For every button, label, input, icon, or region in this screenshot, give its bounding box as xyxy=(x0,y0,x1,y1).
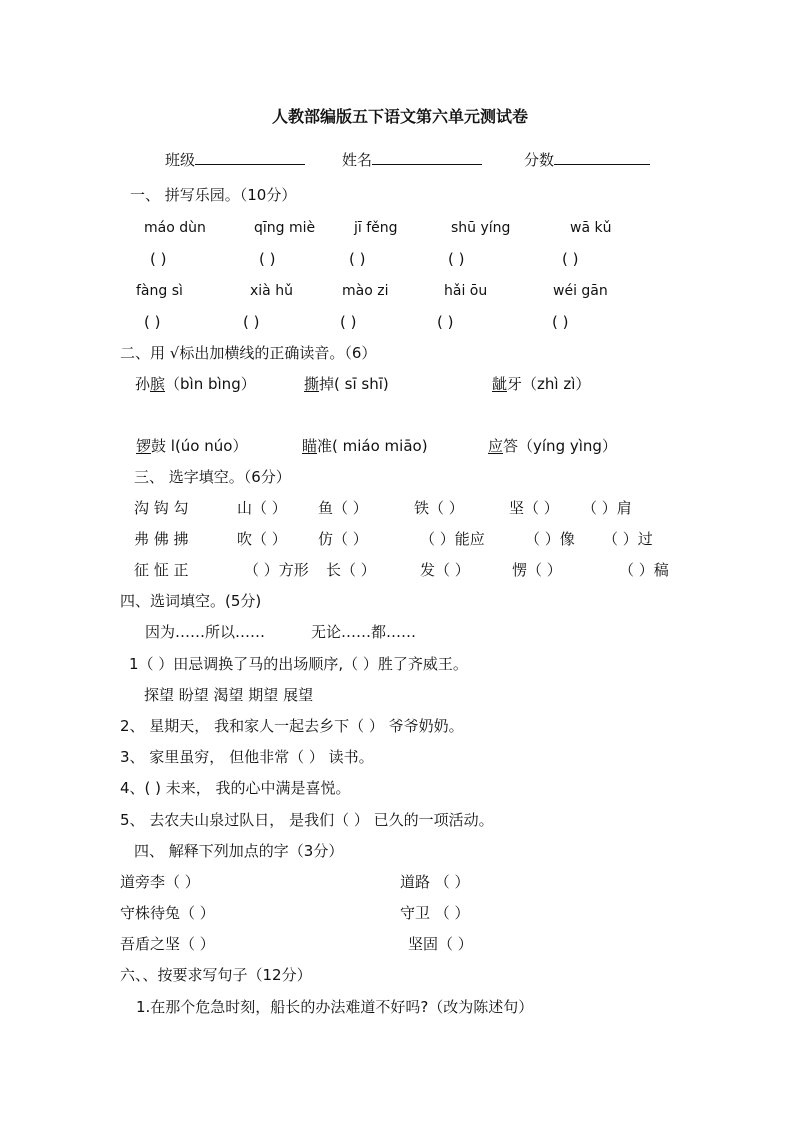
page-title: 人教部编版五下语文第六单元测试卷 xyxy=(272,107,529,126)
pinyin-item: mào zi xyxy=(342,283,389,299)
underlined-char: 龇 xyxy=(492,375,508,393)
fill-item[interactable]: （ ）方形 xyxy=(244,561,309,579)
reading-item xyxy=(136,437,247,455)
underlined-char: 锣 xyxy=(136,437,152,455)
reading-options[interactable]: （bìn bìng） xyxy=(165,375,256,393)
answer-paren[interactable]: ( ) xyxy=(144,313,161,331)
section2-heading: 二、用 √标出加横线的正确读音。（6） xyxy=(120,344,377,362)
answer-paren[interactable]: ( ) xyxy=(552,313,569,331)
fill-item[interactable]: （ ）过 xyxy=(603,530,653,548)
char-set: 沟 钩 勾 xyxy=(134,499,189,517)
reading-item xyxy=(135,375,256,393)
reading-options[interactable]: 牙（zhì zì） xyxy=(507,375,591,393)
section5-heading: 四、 解释下列加点的字（3分） xyxy=(134,842,344,860)
fill-item[interactable]: 愣（ ） xyxy=(512,561,562,579)
name-field xyxy=(342,150,482,169)
fill-item[interactable]: 坚（ ） xyxy=(509,499,559,517)
fill-item[interactable]: 鱼（ ） xyxy=(318,499,368,517)
class-field xyxy=(165,150,305,169)
explain-item[interactable]: 坚固（ ） xyxy=(408,935,473,953)
answer-paren[interactable]: ( ) xyxy=(448,250,465,268)
answer-paren[interactable]: ( ) xyxy=(259,250,276,268)
fill-item[interactable]: （ ）像 xyxy=(525,530,575,548)
explain-item[interactable]: 道路 （ ） xyxy=(400,873,470,891)
reading-options[interactable]: 答（yíng yìng） xyxy=(503,437,617,455)
score-blank[interactable] xyxy=(554,150,650,165)
pinyin-item: fàng sì xyxy=(136,283,183,299)
fill-item[interactable]: 长（ ） xyxy=(326,561,376,579)
explain-item[interactable]: 守卫 （ ） xyxy=(400,904,470,922)
pinyin-item: qīng miè xyxy=(254,220,316,236)
question-line[interactable]: 3、 家里虽穷， 但他非常（ ） 读书。 xyxy=(120,748,374,766)
class-label: 班级 xyxy=(165,151,196,169)
class-blank[interactable] xyxy=(195,150,305,165)
pinyin-item: xià hǔ xyxy=(250,283,293,299)
underlined-char: 应 xyxy=(488,437,504,455)
name-blank[interactable] xyxy=(372,150,482,165)
reading-options[interactable]: 鼓 l(úo núo） xyxy=(151,437,248,455)
reading-options[interactable]: 掉( sī shī) xyxy=(319,375,389,393)
reading-prefix: 孙 xyxy=(135,375,151,393)
fill-item[interactable]: 山（ ） xyxy=(237,499,287,517)
reading-item xyxy=(488,437,617,455)
pinyin-item: shū yíng xyxy=(451,220,511,236)
question-line[interactable]: 1.在那个危急时刻，船长的办法难道不好吗?（改为陈述句） xyxy=(136,998,534,1016)
question-line[interactable]: 4、( ) 未来， 我的心中满是喜悦。 xyxy=(120,779,351,797)
reading-options[interactable]: 准( miáo miāo) xyxy=(317,437,428,455)
fill-item[interactable]: （ ）能应 xyxy=(420,530,485,548)
score-label: 分数 xyxy=(524,151,555,169)
pinyin-item: jī fěng xyxy=(354,220,398,236)
fill-item[interactable]: （ ）稿 xyxy=(619,561,669,579)
underlined-char: 瞄 xyxy=(302,437,318,455)
pinyin-item: wéi gān xyxy=(553,283,608,299)
name-label: 姓名 xyxy=(342,151,373,169)
answer-paren[interactable]: ( ) xyxy=(349,250,366,268)
char-set: 征 怔 正 xyxy=(134,561,189,579)
explain-item[interactable]: 守株待兔（ ） xyxy=(120,904,215,922)
explain-item[interactable]: 道旁李（ ） xyxy=(120,873,200,891)
char-set: 弗 佛 拂 xyxy=(134,530,189,548)
fill-item[interactable]: （ ）肩 xyxy=(582,499,632,517)
fill-item[interactable]: 发（ ） xyxy=(420,561,470,579)
answer-paren[interactable]: ( ) xyxy=(340,313,357,331)
underlined-char: 膑 xyxy=(150,375,166,393)
pinyin-item: máo dùn xyxy=(144,220,206,236)
reading-item xyxy=(304,375,389,393)
answer-paren[interactable]: ( ) xyxy=(150,250,167,268)
fill-item[interactable]: 吹（ ） xyxy=(237,530,287,548)
pinyin-item: hǎi ōu xyxy=(444,283,488,299)
answer-paren[interactable]: ( ) xyxy=(437,313,454,331)
question-line[interactable]: 1（ ）田忌调换了马的出场顺序,（ ）胜了齐威王。 xyxy=(129,655,468,673)
word-choice: 因为……所以…… xyxy=(145,623,266,641)
reading-item xyxy=(492,375,590,393)
explain-item[interactable]: 吾盾之坚（ ） xyxy=(120,935,215,953)
section3-heading: 三、 选字填空。（6分） xyxy=(134,468,291,486)
word-choice: 无论……都…… xyxy=(311,623,417,641)
answer-paren[interactable]: ( ) xyxy=(562,250,579,268)
question-line[interactable]: 5、 去农夫山泉过队日， 是我们（ ） 已久的一项活动。 xyxy=(120,811,494,829)
answer-paren[interactable]: ( ) xyxy=(243,313,260,331)
section4-heading: 四、选词填空。(5分) xyxy=(120,592,262,610)
word-choices: 探望 盼望 渴望 期望 展望 xyxy=(144,686,314,704)
pinyin-item: wā kǔ xyxy=(570,220,612,236)
question-line[interactable]: 2、 星期天， 我和家人一起去乡下（ ） 爷爷奶奶。 xyxy=(120,717,464,735)
score-field xyxy=(524,150,650,169)
underlined-char: 撕 xyxy=(304,375,320,393)
section6-heading: 六、、按要求写句子（12分） xyxy=(120,966,312,984)
fill-item[interactable]: 铁（ ） xyxy=(414,499,464,517)
fill-item[interactable]: 仿（ ） xyxy=(318,530,368,548)
reading-item xyxy=(302,437,428,455)
section1-heading: 一、 拼写乐园。（10分） xyxy=(130,186,297,204)
